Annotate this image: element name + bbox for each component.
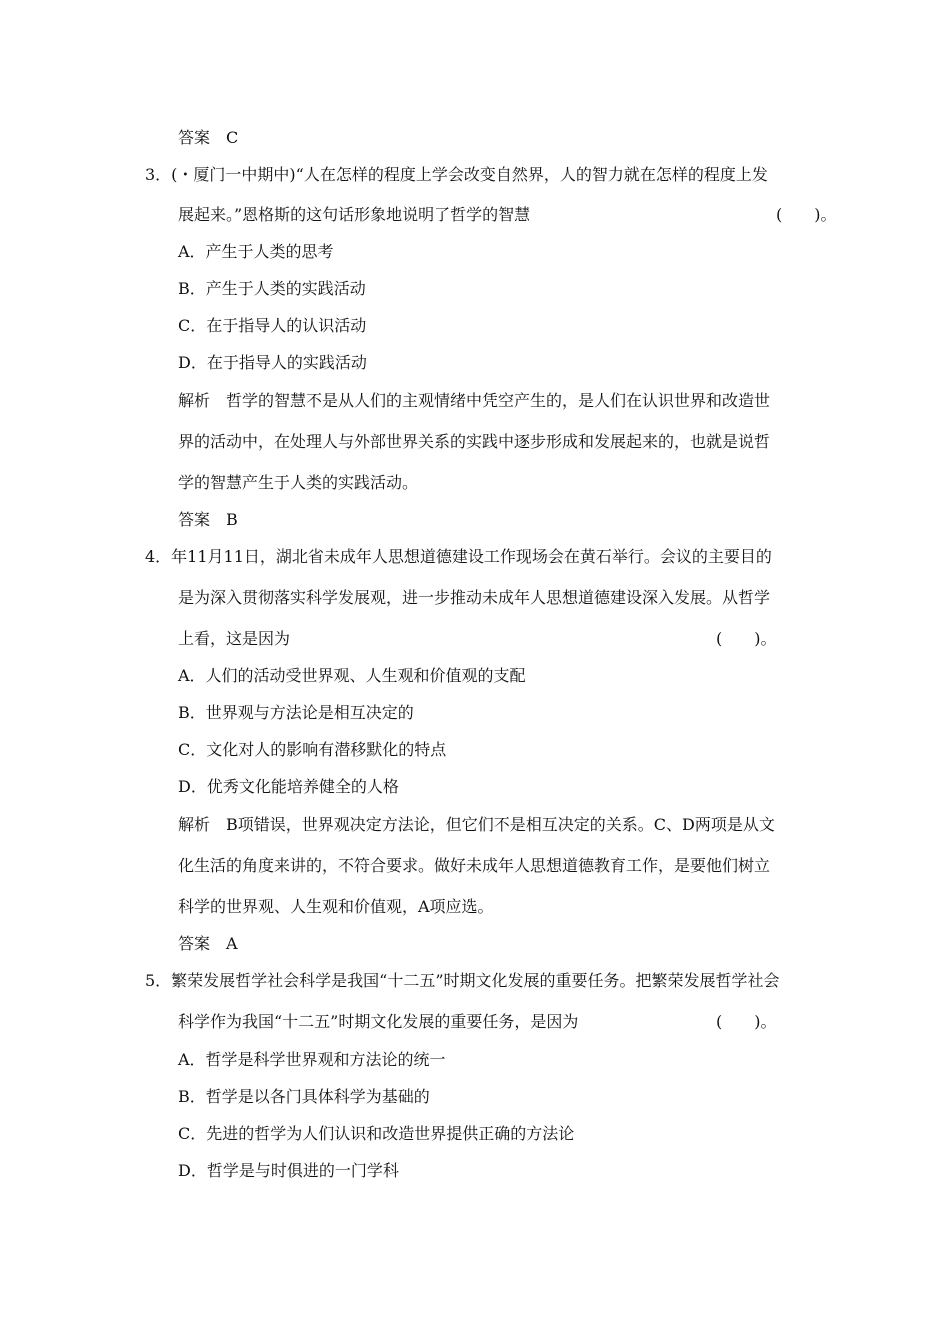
q3-stem-line1: 3．(・厦门一中期中)“人在怎样的程度上学会改变自然界，人的智力就在怎样的程度上发 — [145, 165, 768, 184]
q5-option-c: C．先进的哲学为人们认识和改造世界提供正确的方法论 — [178, 1124, 575, 1143]
q3-answer: 答案 B — [178, 510, 238, 529]
q3-analysis-line1: 解析 哲学的智慧不是从人们的主观情绪中凭空产生的，是人们在认识世界和改造世 — [178, 391, 771, 410]
q5-stem-line1: 5．繁荣发展哲学社会科学是我国“十二五”时期文化发展的重要任务。把繁荣发展哲学社会 — [145, 971, 780, 990]
q4-analysis-line3: 科学的世界观、人生观和价值观，A项应选。 — [178, 897, 494, 916]
q4-option-c: C．文化对人的影响有潜移默化的特点 — [178, 740, 447, 759]
q4-answer-blank: ( )。 — [716, 629, 777, 648]
q5-option-a: A．哲学是科学世界观和方法论的统一 — [178, 1050, 446, 1069]
q4-analysis-line1: 解析 B项错误，世界观决定方法论，但它们不是相互决定的关系。C、D两项是从文 — [178, 815, 775, 834]
q5-answer-blank: ( )。 — [716, 1012, 777, 1031]
q3-option-a: A．产生于人类的思考 — [178, 242, 334, 261]
q5-stem-line2: 科学作为我国“十二五”时期文化发展的重要任务，是因为 — [178, 1012, 579, 1031]
q3-answer-blank: ( )。 — [776, 205, 837, 224]
q3-analysis-line3: 学的智慧产生于人类的实践活动。 — [178, 473, 419, 492]
q3-stem-line2: 展起来。”恩格斯的这句话形象地说明了哲学的智慧 — [178, 205, 531, 224]
q4-option-b: B．世界观与方法论是相互决定的 — [178, 703, 414, 722]
q5-option-d: D．哲学是与时俱进的一门学科 — [178, 1161, 399, 1180]
q4-stem-line2: 是为深入贯彻落实科学发展观，进一步推动未成年人思想道德建设深入发展。从哲学 — [178, 588, 771, 607]
q4-analysis-line2: 化生活的角度来讲的，不符合要求。做好未成年人思想道德教育工作，是要他们树立 — [178, 856, 771, 875]
q5-option-b: B．哲学是以各门具体科学为基础的 — [178, 1087, 430, 1106]
q4-stem-line3: 上看，这是因为 — [178, 629, 291, 648]
q3-analysis-line2: 界的活动中，在处理人与外部世界关系的实践中逐步形成和发展起来的，也就是说哲 — [178, 432, 771, 451]
q3-option-b: B．产生于人类的实践活动 — [178, 279, 366, 298]
q4-answer: 答案 A — [178, 934, 238, 953]
q3-option-d: D．在于指导人的实践活动 — [178, 353, 367, 372]
q3-option-c: C．在于指导人的认识活动 — [178, 316, 367, 335]
q4-option-a: A．人们的活动受世界观、人生观和价值观的支配 — [178, 666, 526, 685]
q4-stem-line1: 4．年11月11日，湖北省未成年人思想道德建设工作现场会在黄石举行。会议的主要目的 — [145, 547, 772, 566]
q2-answer: 答案 C — [178, 128, 239, 147]
q4-option-d: D．优秀文化能培养健全的人格 — [178, 777, 399, 796]
